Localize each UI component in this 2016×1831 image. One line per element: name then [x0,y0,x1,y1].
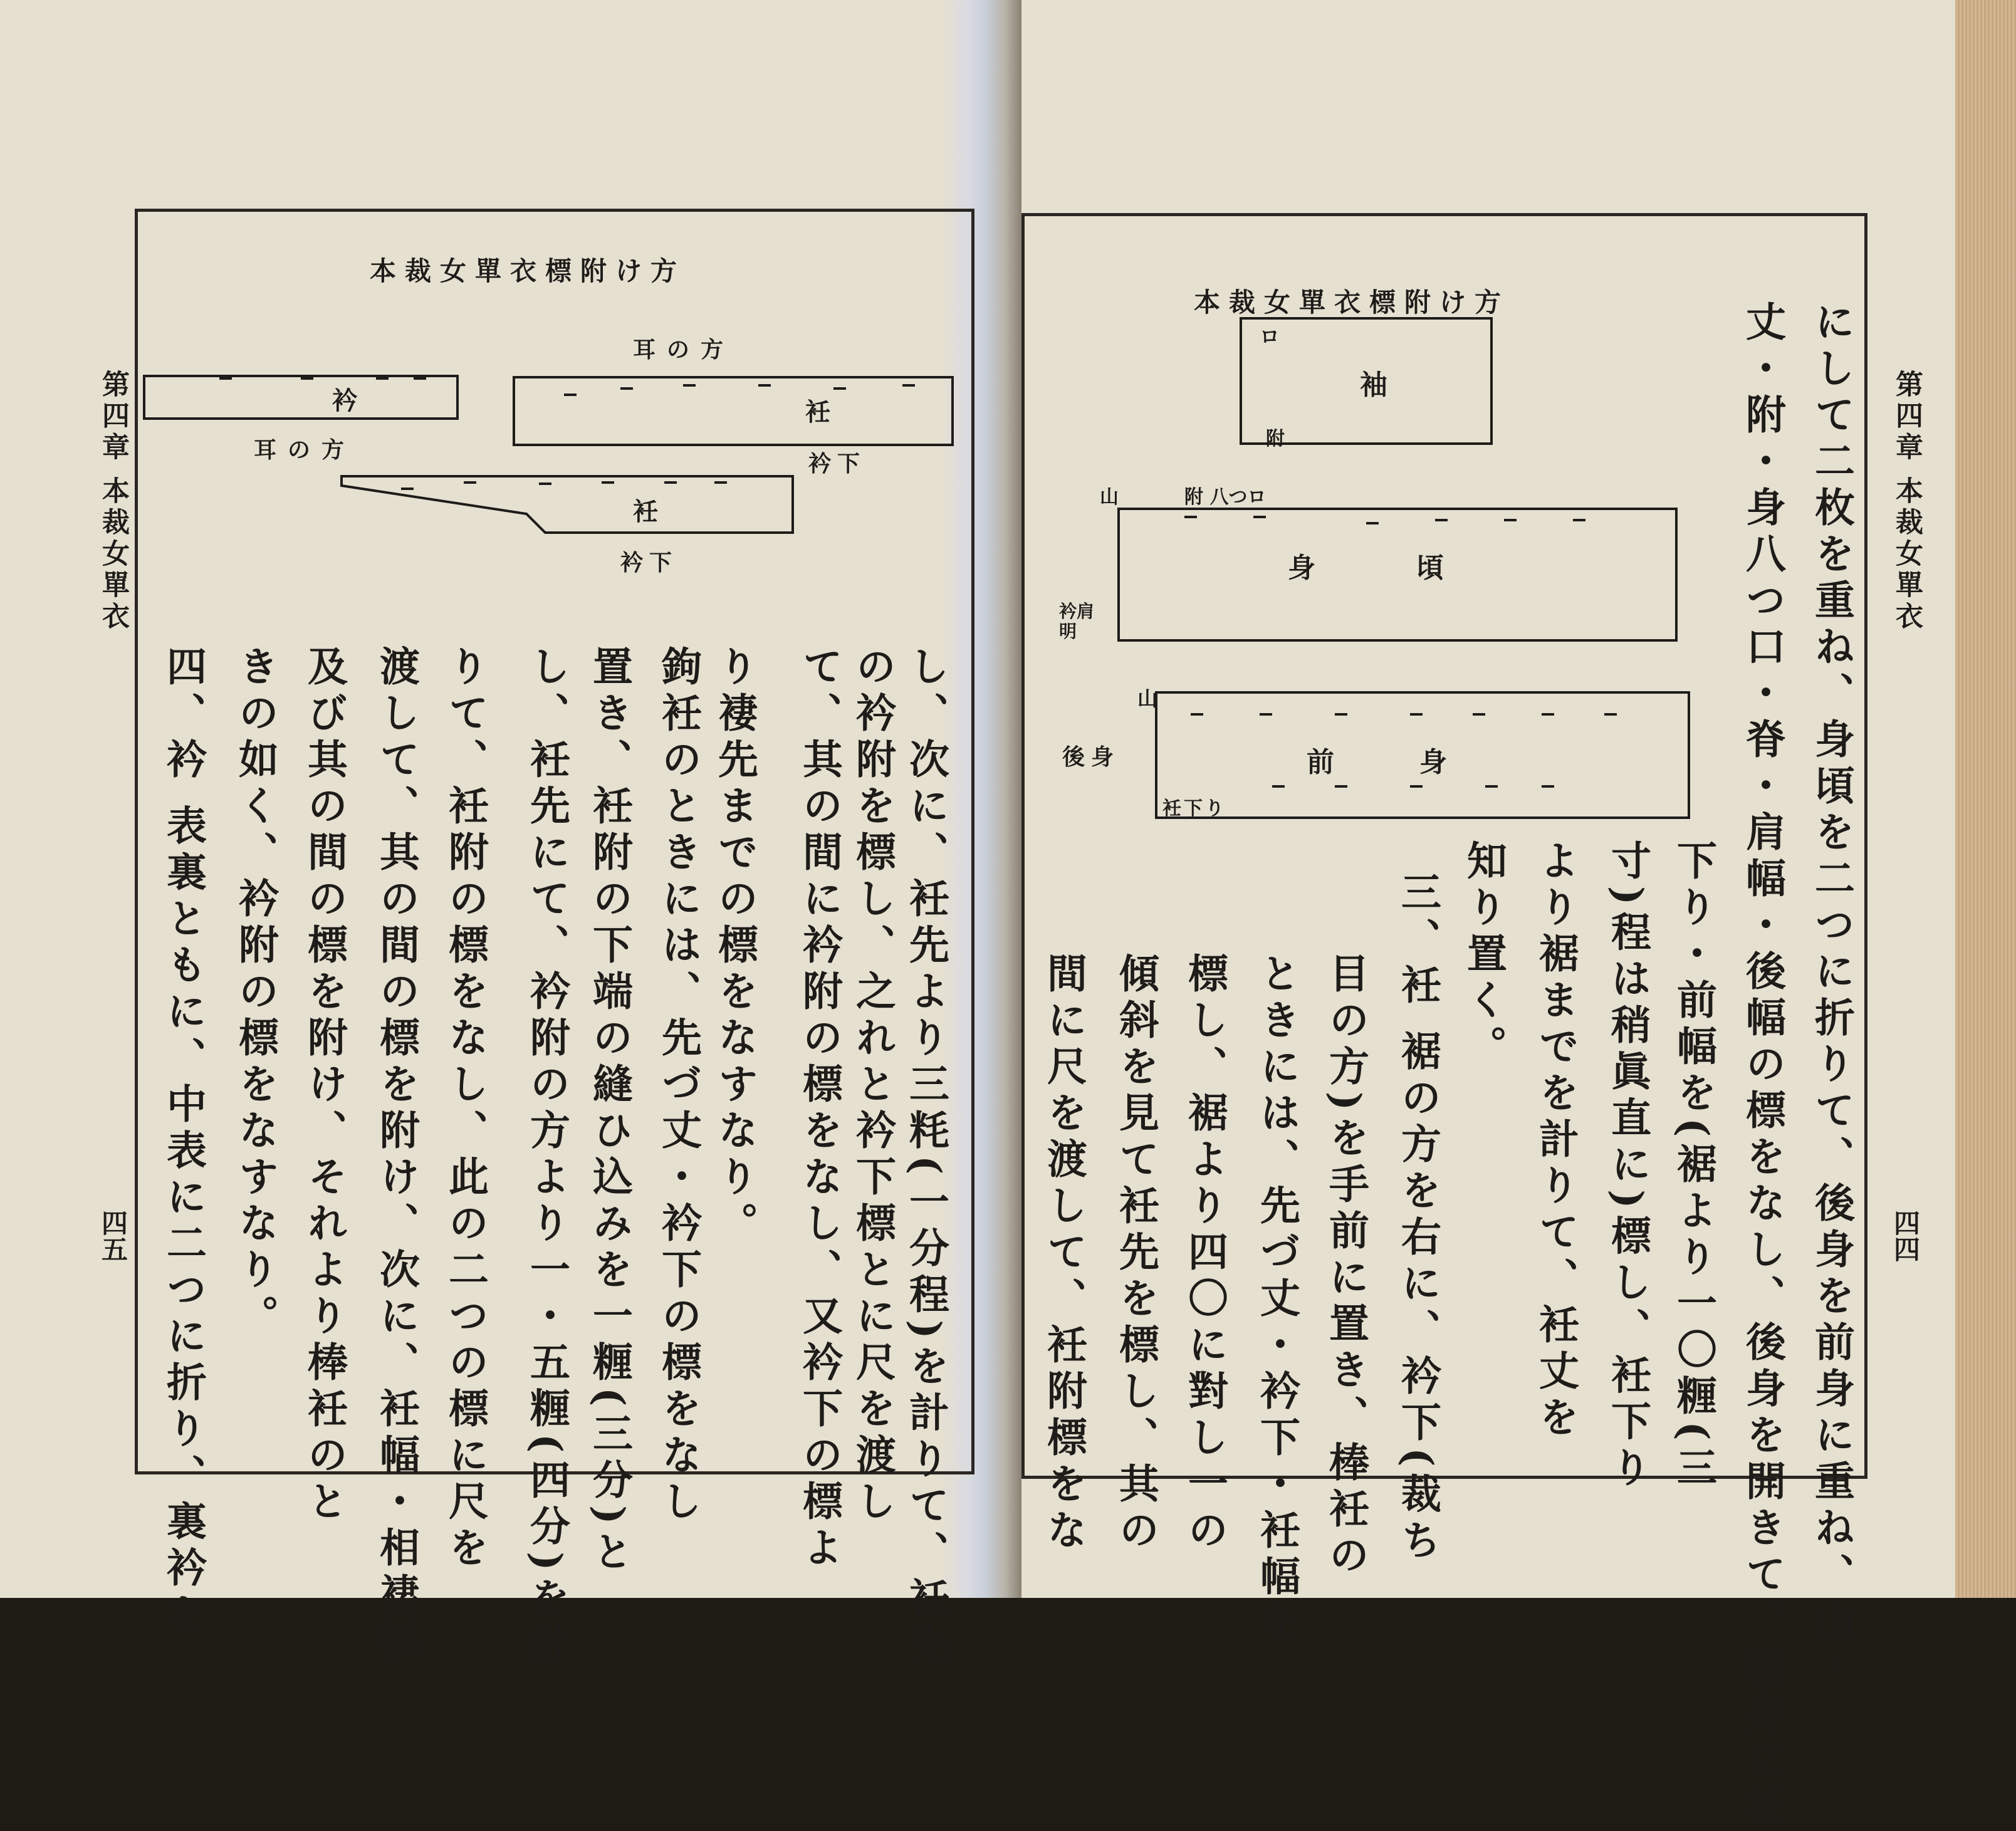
collar-strip-shape [144,376,457,419]
eri-label: 衿 [332,386,357,415]
left-column-11: きの如く、衿附の標をなすなり。 [232,645,279,1341]
mimi-label-bottom: 耳の方 [254,437,356,463]
right-column-2: 丈・附・身八つ口・脊・肩幅・後幅の標をなし、後身を開きて、前身に衽 [1739,301,1786,1831]
right-column-3: 下り・前幅を(裾より一〇糎(三 [1670,840,1717,1493]
right-column-11: 傾斜を見て衽先を標し、其の [1112,952,1159,1555]
right-page-number: 四四 [1890,1209,1921,1262]
left-column-3: て、其の間に衿附の標をなし、又衿下の標よ [796,645,843,1573]
right-running-head-title: 本裁女單衣 [1891,476,1923,633]
left-running-head-title: 本裁女單衣 [97,476,129,633]
right-running-head-chapter: 第四章 [1891,370,1923,464]
right-column-4: 寸)程は稍眞直に)標し、衽下り [1604,840,1651,1493]
left-column-2: の衿附を標し、之れと衿下標とに尺を渡し [849,645,896,1526]
back-body-shape [1119,509,1676,640]
left-column-9: 渡して、其の間の標を附け、次に、衽幅・相褄幅 [373,645,420,1666]
yama-2-label: 山 [1137,687,1158,711]
left-column-7: し、衽先にて、衿附の方より一・五糎(四分)を計 [523,645,570,1670]
okumi-2-label: 衽 [633,497,658,526]
eri-kata-ake-label: 衿肩明 [1059,601,1095,642]
right-diagram-title: 本裁女單衣標附け方 [1194,287,1510,318]
mi-2-label: 身 [1419,746,1447,778]
left-column-12: 四、衿 表裏ともに、中表に二つに折り、裏衿を [160,645,207,1640]
left-column-1: し、次に、衽先より三粍(一分程)を計りて、衽先 [902,645,949,1670]
ushiro-mi-label: 後身 [1062,744,1120,770]
okumi-piece-2-shape [342,476,793,533]
right-column-10: 標し、裾より四〇に對し一の [1181,952,1228,1555]
right-column-9: ときには、先づ丈・衿下・衽幅を [1253,952,1300,1648]
yama-label: 山 [1100,486,1119,508]
eri-shita-1-label: 衿下 [808,451,867,477]
eri-shita-2-label: 衿下 [620,550,679,576]
okumi-sagari-label: 衽下り [1162,798,1226,820]
right-column-8: 目の方)を手前に置き、棒衽の [1322,952,1369,1581]
mae-label: 前 [1307,746,1334,778]
right-column-5: より裾までを計りて、衽丈を [1532,840,1579,1442]
kuchi-label: ロ [1260,325,1280,348]
left-diagram-title: 本裁女單衣標附け方 [370,256,686,286]
okumi-piece-1-shape [514,377,953,445]
left-page-number: 四五 [98,1209,128,1262]
okumi-1-label: 衽 [805,397,830,427]
right-column-12: 間に尺を渡して、衽附標をな [1040,952,1087,1555]
right-column-1: にして二枚を重ね、身頃を二つに折りて、後身を前身に重ね、山・ [1808,301,1855,1692]
tsuke-hachi-kuchi-label: 附 八つロ [1184,486,1267,508]
left-column-10: 及び其の間の標を附け、それより棒衽のと [301,645,348,1526]
sode-label: 袖 [1360,369,1387,401]
right-column-6: 知り置く。 [1460,840,1507,1072]
left-column-8: りて、衽附の標をなし、此の二つの標に尺を [442,645,489,1573]
koro-label: 頃 [1416,552,1444,584]
right-column-7: 三、衽 裾の方を右に、衿下(裁ち [1394,871,1441,1566]
mi-label: 身 [1288,552,1315,584]
left-column-4: り褄先までの標をなすなり。 [711,645,758,1248]
mimi-label-top: 耳の方 [633,336,735,363]
left-column-6: 置き、衽附の下端の縫ひ込みを一糎(三分)と [586,645,633,1577]
left-column-5: 鉤衽のときには、先づ丈・衿下の標をなし [655,645,702,1526]
tsuke-label: 附 [1266,428,1285,450]
left-running-head-chapter: 第四章 [97,370,129,464]
